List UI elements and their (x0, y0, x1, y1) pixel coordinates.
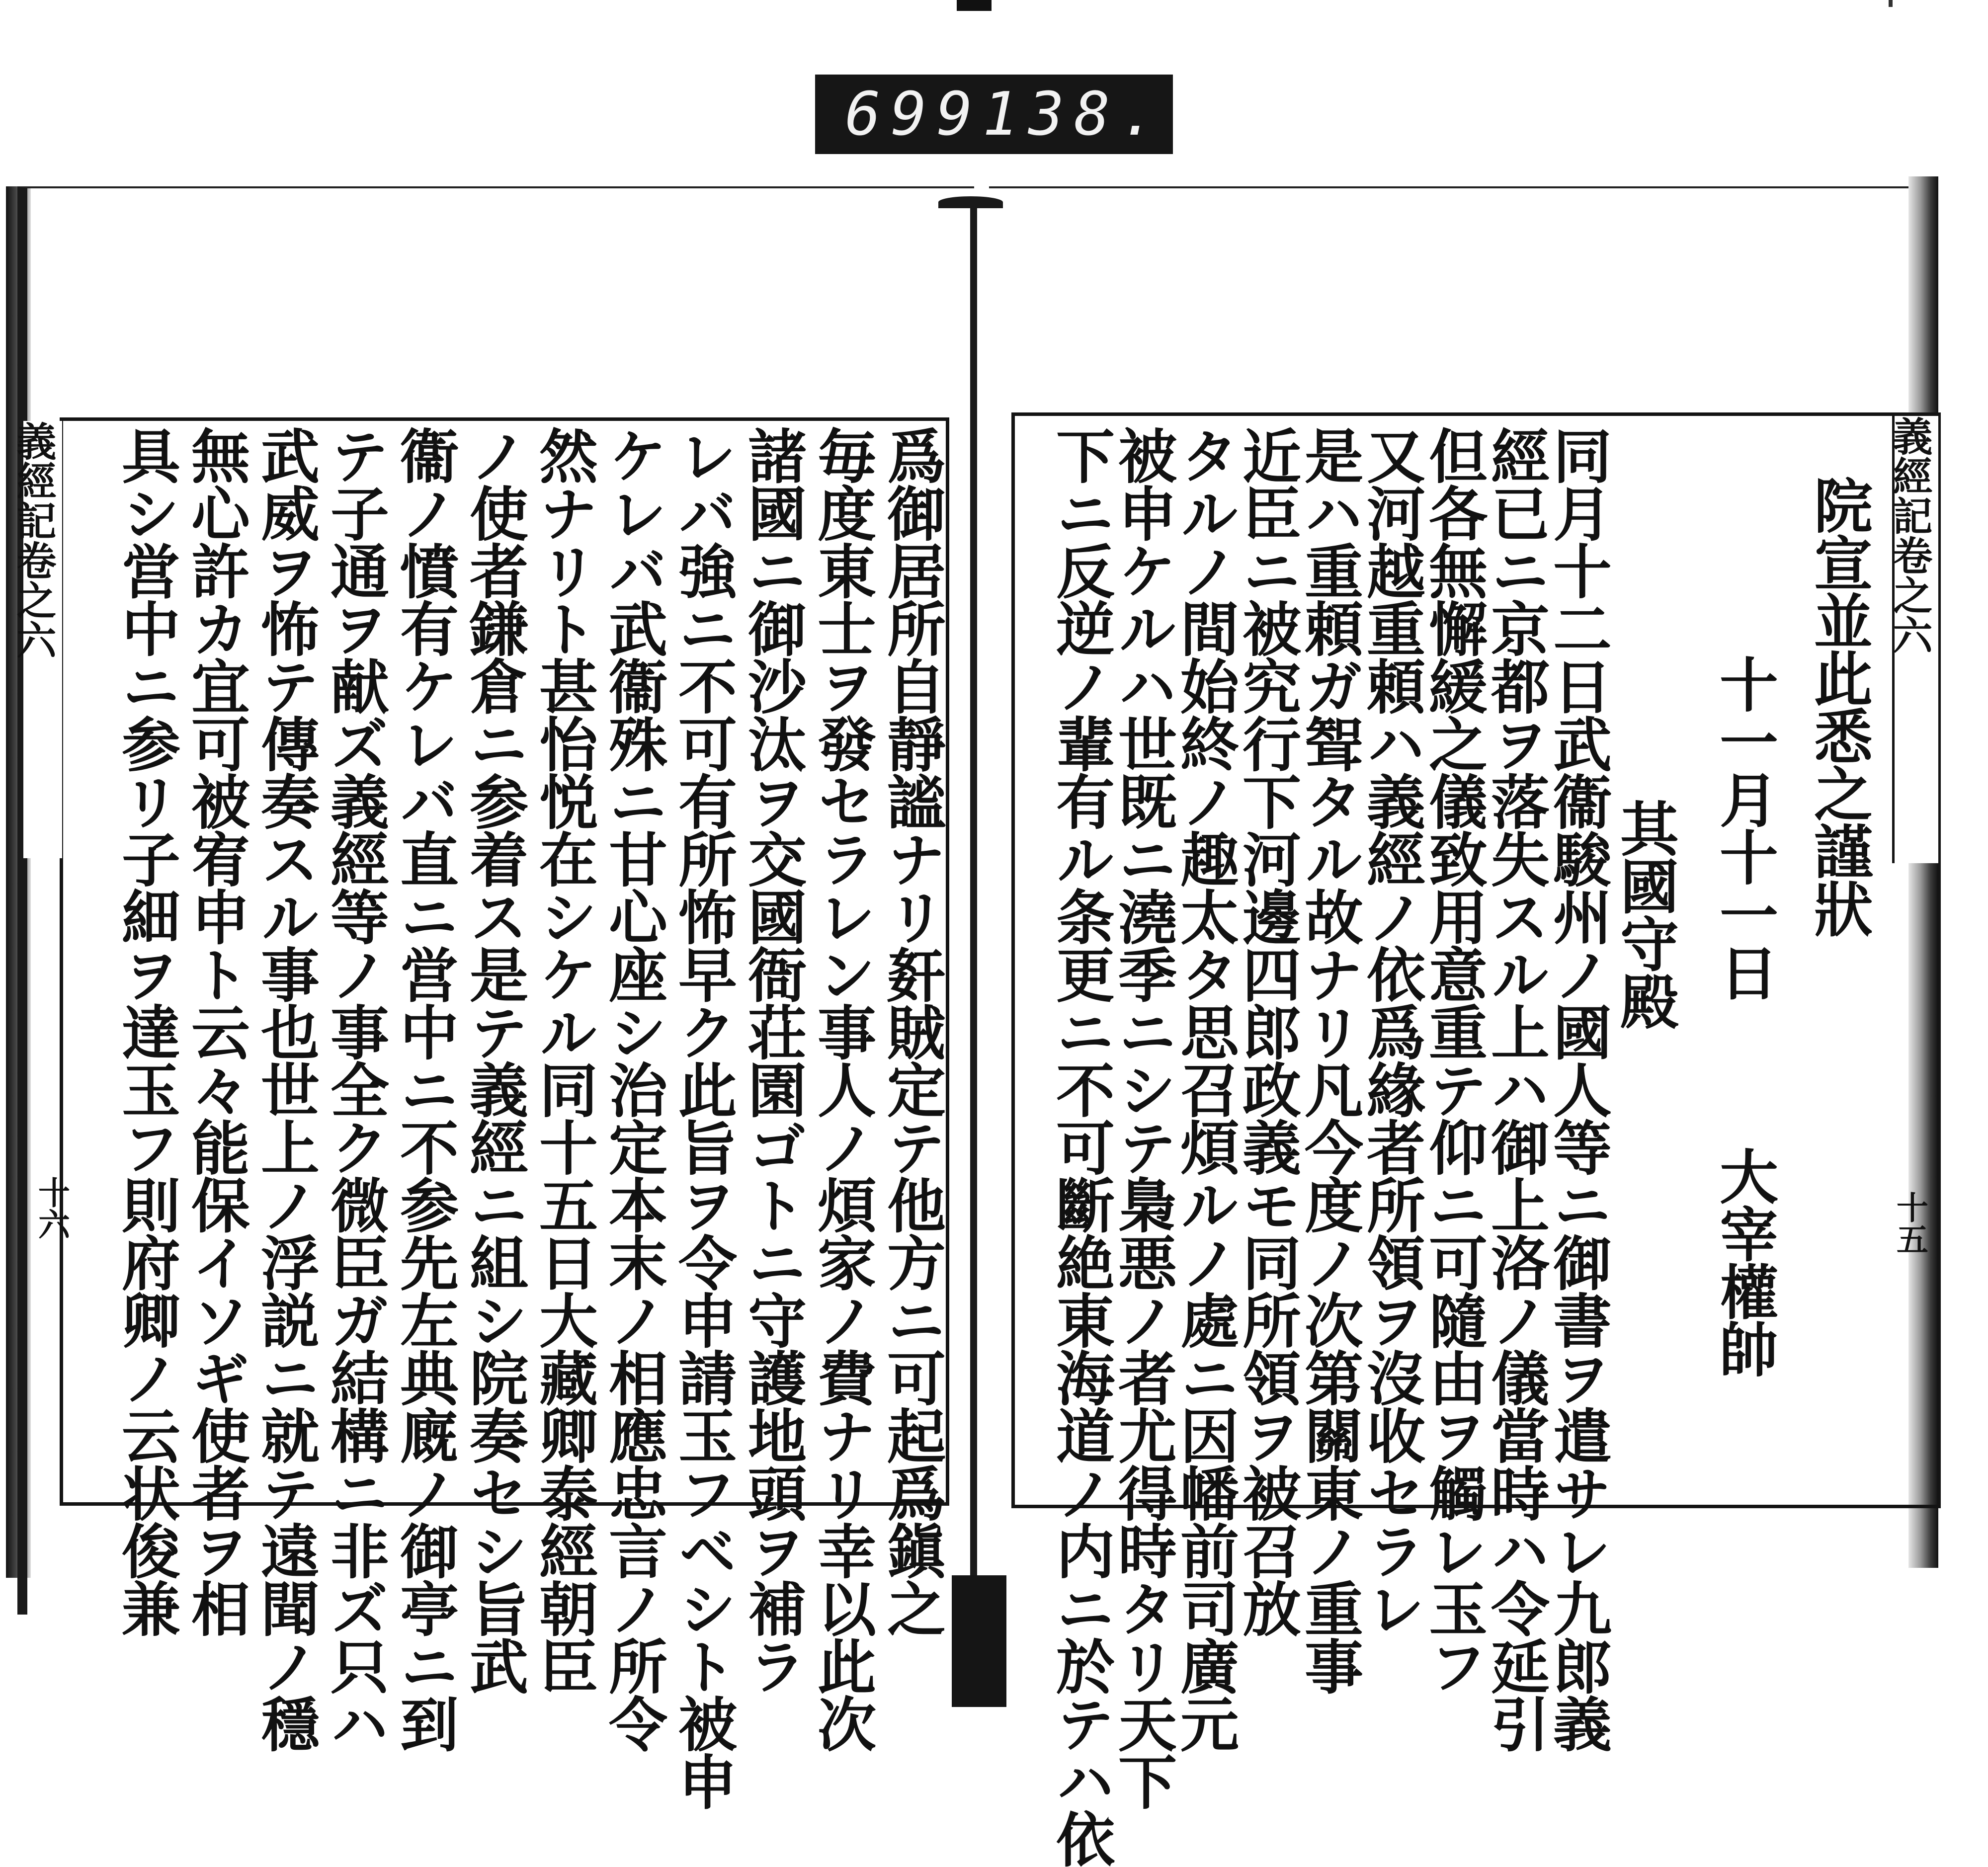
document-date: 十一月十一日 (1710, 654, 1779, 1000)
body-column: ノ使者鎌倉ニ参着ス是テ義經ニ組シ院奏セシ旨武 (460, 426, 529, 1694)
top-binding-mark (957, 0, 992, 11)
body-column: タルノ間始終ノ趣太タ思召煩ルノ處ニ因幡前司廣元 (1170, 426, 1240, 1752)
body-column: 下ニ反逆ノ輩有ル条更ニ不可斷絶東海道ノ内ニ於テハ依 (1046, 426, 1115, 1867)
body-column: 然ナリト甚怡悦在シケル同十五日大藏卿泰經朝臣 (529, 426, 598, 1694)
body-column: 爲御居所自靜謐ナリ姧賊定テ他方ニ可起爲鎭之 (877, 426, 946, 1636)
document-heading: 院宣並此悉之謹狀 (1804, 476, 1873, 937)
body-column: ケレバ武衞殊ニ甘心座シ治定本末ノ相應忠言ノ所令 (599, 426, 668, 1752)
right-text-frame (1011, 412, 1941, 1867)
body-column: レバ強ニ不可有所怖早ク此旨ヲ令申請玉フベシト被申 (668, 426, 738, 1809)
body-column: 無心許カ宜可被宥申ト云々能保イソギ使者ヲ相 (181, 426, 250, 1636)
body-column: 諸國ニ御沙汰ヲ交國衙荘園ゴトニ守護地頭ヲ補ラ (738, 426, 807, 1694)
body-column: 毎度東士ヲ發セラレン事人ノ煩家ノ費ナリ幸以此次 (808, 426, 877, 1752)
left-margin-title: 義經記卷之六 (23, 421, 62, 858)
right-folio: 十五 (1891, 1191, 1928, 1255)
body-column: 近臣ニ被究行下河邊四郎政義モ同所領ヲ被召放 (1233, 426, 1302, 1636)
right-margin-title: 義經記卷之六 (1892, 416, 1938, 863)
body-column: テ子通ヲ献ズ義經等ノ事全ク微臣ガ結構ニ非ズ只ハ (321, 426, 390, 1752)
left-folio: 十六 (33, 1176, 70, 1240)
top-edge-mark (1889, 0, 1893, 7)
document-addressee: 其國守殿 (1610, 799, 1679, 1029)
reference-number-label (815, 75, 1173, 154)
book-spine (970, 199, 977, 1580)
body-column: 具シ営中ニ参リ子細ヲ達玉フ則府卿ノ云状俊兼 (112, 426, 181, 1636)
body-column: 是ハ重頼ガ聟タル故ナリ凡今度ノ次第關東ノ重事 (1295, 426, 1364, 1694)
body-column: 同月十二日武衞駿州ノ國人等ニ御書ヲ遣サレ九郎義 (1543, 426, 1612, 1752)
body-column: 武威ヲ怖テ傳奏スル事也世上ノ浮説ニ就テ遠聞ノ穩 (251, 426, 320, 1752)
body-column: 衞ノ憤有ケレバ直ニ営中ニ不参先左典廐ノ御亭ニ到 (390, 426, 459, 1752)
left-text-frame (10, 417, 949, 1809)
reference-right-number: 138. (982, 80, 1166, 149)
body-column: 又河越重頼ハ義經ノ依爲緣者所領ヲ沒收セラレ (1357, 426, 1426, 1636)
body-column: 被申ケルハ世既ニ澆季ニシテ梟悪ノ者尤得時タリ天下 (1108, 426, 1177, 1809)
body-column: 經已ニ京都ヲ落失スル上ハ御上洛ノ儀當時ハ令延引 (1481, 426, 1550, 1752)
spine-clamp (952, 1575, 1006, 1707)
document-signatory: 大宰權帥 (1710, 1146, 1779, 1377)
reference-left-number: 699 (845, 80, 983, 149)
body-column: 但各無懈緩之儀致用意重テ仰ニ可隨由ヲ觸レ玉フ (1419, 426, 1488, 1694)
